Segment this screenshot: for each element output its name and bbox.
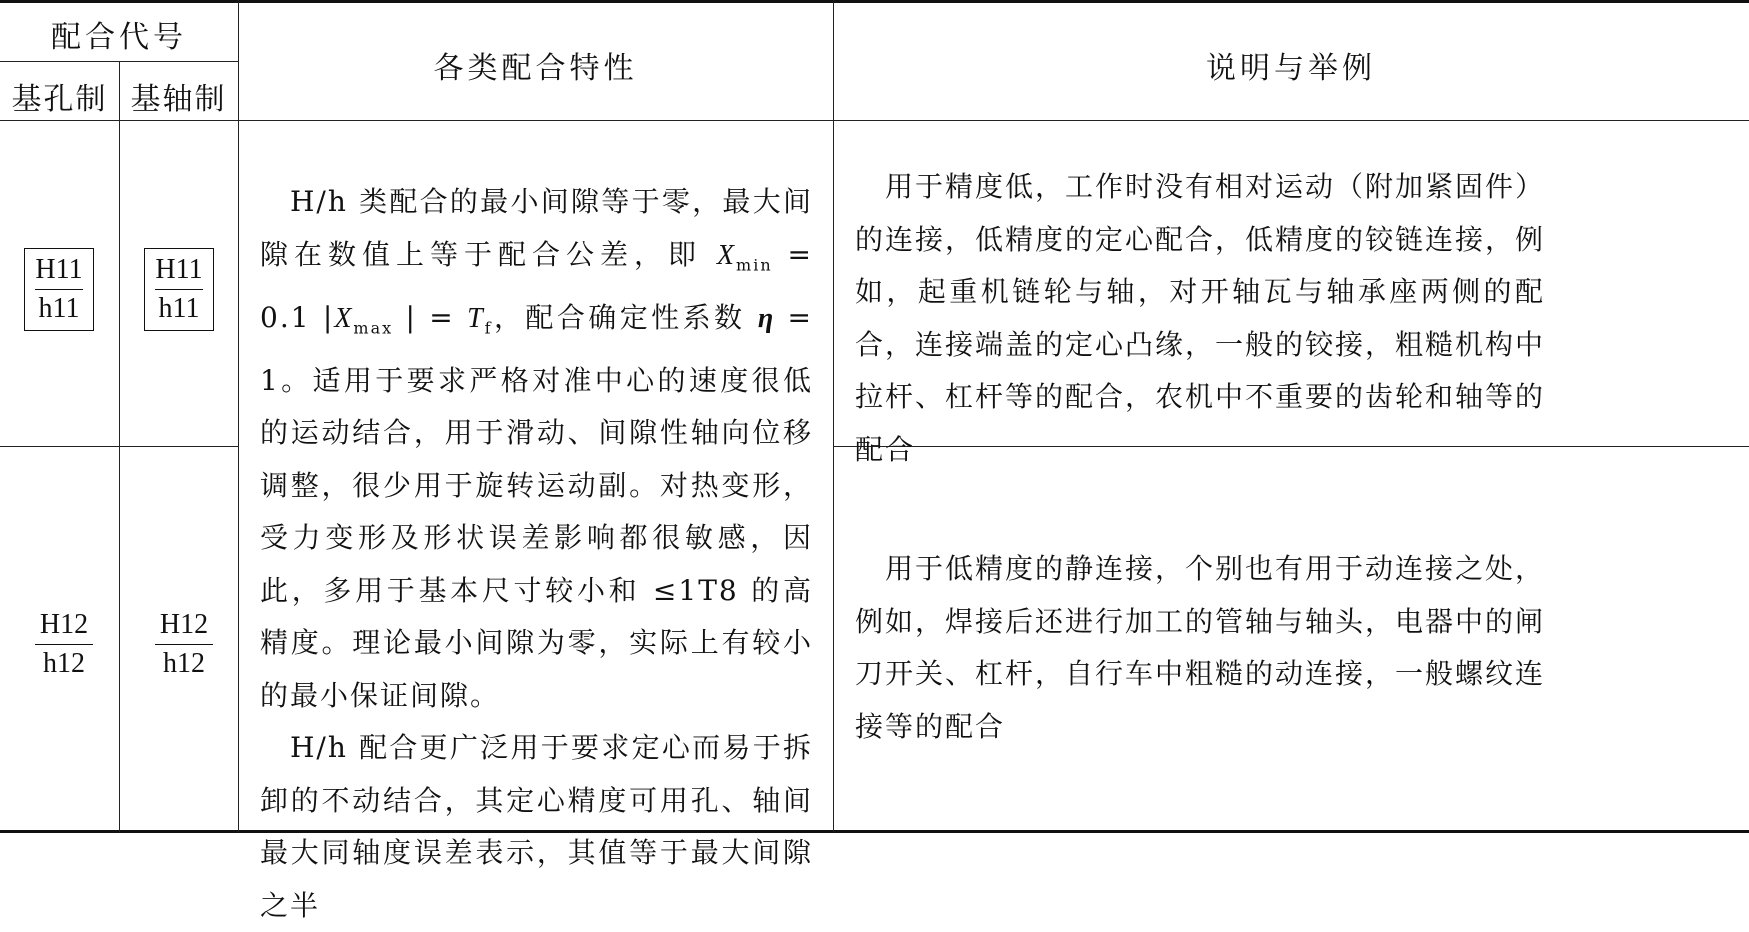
header-shaft-basis: 基轴制 bbox=[130, 82, 227, 117]
col-divider-1 bbox=[119, 61, 120, 832]
header-code-group: 配合代号 bbox=[51, 20, 187, 55]
fit-numerator: H11 bbox=[35, 254, 83, 285]
fit-code-hole-row1 bbox=[24, 248, 94, 331]
fraction-bar bbox=[35, 289, 83, 290]
header-characteristics: 各类配合特性 bbox=[433, 51, 638, 86]
characteristics-paragraph-1: H/h 类配合的最小间隙等于零，最大间隙在数值上等于配合公差，即 $X_{min} = 0.1$ $|X_{max}$ | = $T_f$，配合确定性系数 η = 1。适用于要求严格对准中心的速度很低的运动结合，用于滑动、间隙性轴向位移调整，很少用于旋转运动副。对热变形，受力变形及形状误差影响都很敏感，因此，多用于基本尺寸较小和 ≤1T8 的高精度。理论最小间隙为零，实际上有较小的最小保证间隙。 bbox=[260, 185, 813, 712]
fit-denominator: h11 bbox=[38, 293, 80, 324]
table-top-rule bbox=[0, 0, 1749, 3]
fraction-bar bbox=[155, 289, 203, 290]
fraction-bar bbox=[155, 644, 213, 645]
fit-denominator: h12 bbox=[163, 648, 205, 679]
header-description: 说明与举例 bbox=[1206, 51, 1376, 86]
col-divider-2 bbox=[238, 0, 239, 832]
fit-code-shaft-row2 bbox=[144, 603, 224, 686]
description-row2: 用于低精度的静连接，个别也有用于动连接之处，例如，焊接后还进行加工的管轴与轴头，电器中的闸刀开关、杠杆，自行车中粗糙的动连接，一般螺纹连接等的配合 bbox=[855, 552, 1546, 743]
header-bottom-rule bbox=[0, 120, 1749, 121]
characteristics-text bbox=[260, 176, 813, 932]
description-row1: 用于精度低，工作时没有相对运动（附加紧固件）的连接，低精度的定心配合，低精度的铰链连接，例如，起重机链轮与轴，对开轴瓦与轴承座两侧的配合，连接端盖的定心凸缘，一般的铰接，粗糙机构中拉杆、杠杆等的配合，农机中不重要的齿轮和轴等的配合 bbox=[855, 170, 1546, 466]
fit-numerator: H12 bbox=[159, 609, 209, 640]
fit-denominator: h12 bbox=[43, 648, 85, 679]
fraction-bar bbox=[35, 644, 93, 645]
fit-code-shaft-row1 bbox=[144, 248, 214, 331]
col-divider-3 bbox=[833, 0, 834, 832]
fit-numerator: H12 bbox=[39, 609, 89, 640]
fit-denominator: h11 bbox=[158, 293, 200, 324]
characteristics-paragraph-2: H/h 配合更广泛用于要求定心而易于拆卸的不动结合，其定心精度可用孔、轴间最大同轴度误差表示，其值等于最大间隙之半 bbox=[260, 731, 813, 922]
fit-numerator: H11 bbox=[155, 254, 203, 285]
fit-code-hole-row2 bbox=[24, 603, 104, 686]
header-hole-basis: 基孔制 bbox=[11, 82, 108, 117]
